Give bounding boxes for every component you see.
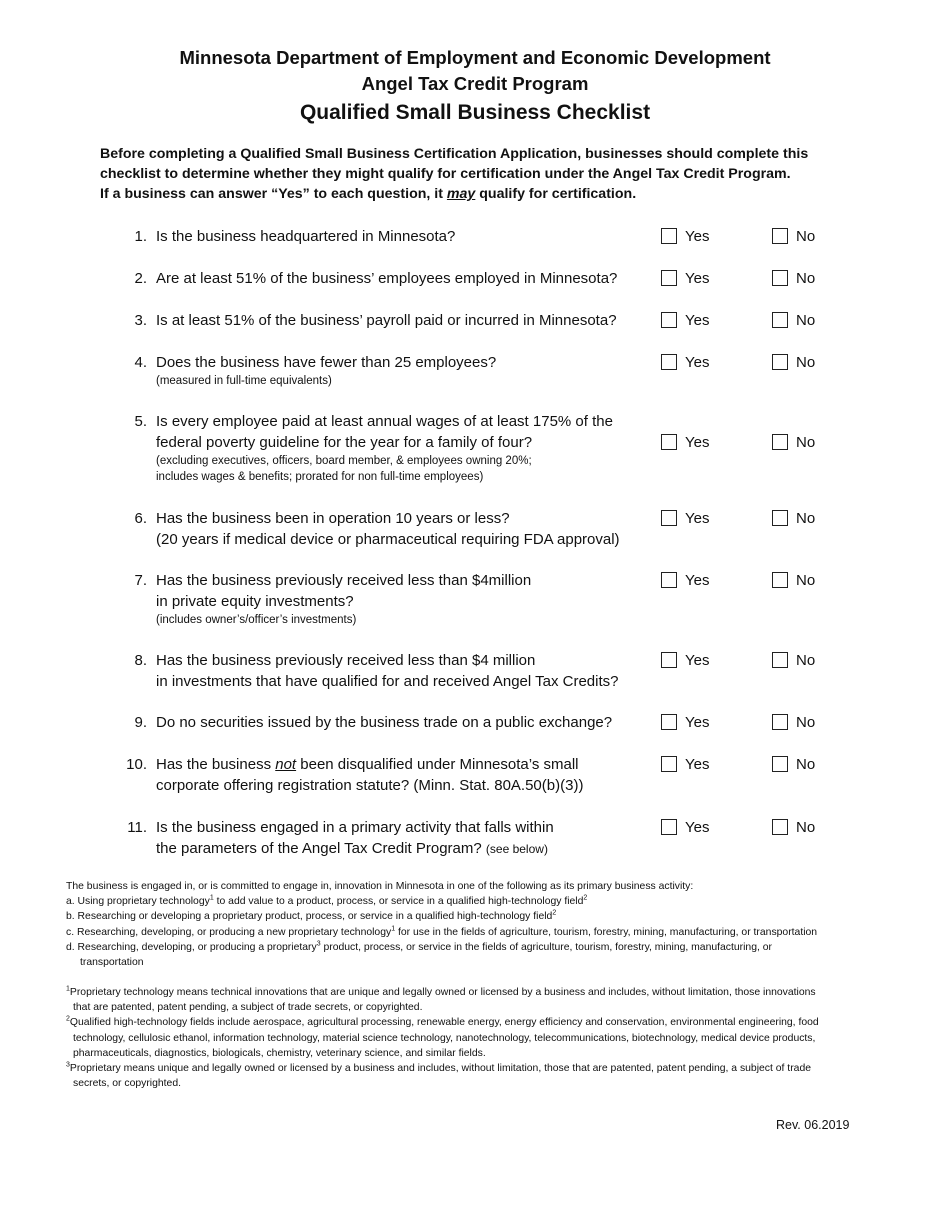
intro-text: qualify for certification.: [475, 186, 637, 202]
question-note: includes wages & benefits; prorated for non full-time employees): [156, 471, 484, 483]
checkbox-box[interactable]: [772, 228, 788, 244]
no-label: No: [796, 434, 816, 451]
question-text-part: the parameters of the Angel Tax Credit Program?: [156, 840, 482, 857]
question-note: (measured in full-time equivalents): [156, 375, 332, 387]
yes-label: Yes: [685, 434, 710, 451]
footnote-marker: 3: [66, 1061, 70, 1069]
no-label: No: [796, 819, 816, 836]
question-number: 8.: [134, 652, 147, 669]
question-line: Are at least 51% of the business’ employees employed in Minnesota?: [156, 270, 618, 287]
question-line: Is at least 51% of the business’ payroll paid or incurred in Minnesota?: [156, 312, 617, 329]
question-text: [156, 310, 656, 331]
question-text: [156, 570, 656, 628]
footnote-2: [66, 1015, 916, 1030]
checkbox-box[interactable]: [661, 270, 677, 286]
checkbox-box[interactable]: [772, 819, 788, 835]
question-line: [156, 838, 656, 860]
footnote-ref: 3: [316, 940, 321, 948]
checkbox-box[interactable]: [772, 756, 788, 772]
checkbox-box[interactable]: [661, 819, 677, 835]
question-text: [156, 352, 656, 389]
no-label: No: [796, 510, 816, 527]
question-number: 7.: [134, 572, 147, 589]
question-note: (excluding executives, officers, board member, & employees owning 20%;: [156, 455, 532, 467]
intro-emphasis: may: [446, 186, 476, 202]
question-number: 5.: [134, 413, 147, 430]
intro-paragraph: [100, 144, 860, 204]
yes-label: Yes: [685, 714, 710, 731]
question-text: [156, 411, 656, 485]
footnote-text: Proprietary means unique and legally owned or licensed by a business and includes, without limitation, those that are patented, patent pending, a subject of trade: [69, 1063, 811, 1075]
question-note: (includes owner’s/officer’s investments): [156, 614, 357, 626]
intro-line-3: [100, 184, 860, 204]
no-label: No: [796, 270, 816, 287]
department-title: Minnesota Department of Employment and Economic Development: [179, 47, 771, 68]
activity-item-a: [66, 894, 916, 909]
question-line: Has the business been in operation 10 years or less?: [156, 510, 510, 527]
checkbox-box[interactable]: [661, 572, 677, 588]
checkbox-box[interactable]: [661, 312, 677, 328]
yes-label: Yes: [685, 270, 710, 287]
checkbox-box[interactable]: [661, 434, 677, 450]
checkbox-box[interactable]: [661, 652, 677, 668]
question-line: Is the business engaged in a primary activity that falls within: [156, 819, 554, 836]
checkbox-box[interactable]: [772, 510, 788, 526]
no-label: No: [796, 312, 816, 329]
no-label: No: [796, 714, 816, 731]
yes-label: Yes: [685, 819, 710, 836]
activity-intro: The business is engaged in, or is committed to engage in, innovation in Minnesota in one of the following as its primary business activity:: [66, 881, 694, 892]
question-number: 4.: [134, 354, 147, 371]
question-number: 1.: [134, 228, 147, 245]
no-label: No: [796, 228, 816, 245]
footnote-3: [66, 1061, 916, 1076]
footnote-marker: 1: [66, 985, 70, 993]
activity-text: d. Researching, developing, or producing a proprietary: [66, 941, 317, 953]
checkbox-box[interactable]: [772, 354, 788, 370]
footnote-text: Proprietary technology means technical innovations that are unique and legally owned or licensed by a business and includes, without limitation, those innovations: [69, 987, 816, 998]
footnote-2-continued: pharmaceuticals, diagnostics, biologicals, chemistry, veterinary science, and similar fields.: [73, 1047, 486, 1059]
footnote-ref: 2: [552, 909, 557, 917]
question-line: Has the business previously received less than $4million: [156, 572, 532, 589]
footnotes: [66, 985, 916, 1091]
question-text: [156, 817, 656, 860]
question-line: corporate offering registration statute? (Minn. Stat. 80A.50(b)(3)): [156, 777, 584, 794]
page-title: Qualified Small Business Checklist: [299, 101, 651, 124]
question-text-part: Has the business: [156, 756, 276, 773]
activity-text: c. Researching, developing, or producing a new proprietary technology: [66, 926, 392, 938]
question-text: [156, 268, 656, 289]
no-label: No: [796, 756, 816, 773]
yes-label: Yes: [685, 572, 710, 589]
program-title: Angel Tax Credit Program: [361, 73, 589, 94]
intro-line-2: checklist to determine whether they might qualify for certification under the Angel Tax Credit Program.: [100, 166, 791, 182]
activity-text: for use in the fields of agriculture, tourism, forestry, mining, manufacturing, or transportation: [395, 926, 818, 938]
checkbox-box[interactable]: [661, 714, 677, 730]
question-line: in investments that have qualified for and received Angel Tax Credits?: [156, 673, 619, 690]
yes-label: Yes: [685, 652, 710, 669]
footnote-ref: 2: [583, 894, 588, 902]
question-line: Does the business have fewer than 25 employees?: [156, 354, 497, 371]
checkbox-box[interactable]: [661, 510, 677, 526]
footnote-1-continued: that are patented, patent pending, a subject of trade secrets, or copyrighted.: [73, 1002, 423, 1014]
footnote-1: [66, 985, 916, 1000]
footnote-2-continued: technology, cellulosic ethanol, information technology, material science technology, nanotechnology, telecommunications, biotechnology, medical device products,: [73, 1032, 816, 1044]
question-text: [156, 226, 656, 247]
checkbox-box[interactable]: [661, 354, 677, 370]
question-line: in private equity investments?: [156, 593, 354, 610]
question-text: [156, 650, 656, 692]
footnote-3-continued: secrets, or copyrighted.: [73, 1078, 181, 1090]
question-line: Do no securities issued by the business trade on a public exchange?: [156, 714, 613, 731]
no-label: No: [796, 354, 816, 371]
question-number: 3.: [134, 312, 147, 329]
yes-label: Yes: [685, 756, 710, 773]
activity-text: b. Researching or developing a proprietary product, process, or service in a qualified high-technology field: [66, 911, 553, 923]
question-number: 9.: [134, 714, 147, 731]
checkbox-box[interactable]: [772, 434, 788, 450]
question-line: Is every employee paid at least annual wages of at least 175% of the: [156, 413, 613, 430]
checkbox-box[interactable]: [661, 228, 677, 244]
question-text: [156, 712, 656, 733]
question-line: Is the business headquartered in Minnesota?: [156, 228, 456, 245]
no-label: No: [796, 652, 816, 669]
question-number: 6.: [134, 510, 147, 527]
footnote-ref: 1: [209, 894, 214, 902]
question-line: (20 years if medical device or pharmaceutical requiring FDA approval): [156, 531, 620, 548]
yes-label: Yes: [685, 354, 710, 371]
activity-text: product, process, or service in the fields of agriculture, tourism, forestry, mining, manufacturing, or: [320, 941, 773, 953]
checkbox-box[interactable]: [772, 572, 788, 588]
question-number: 10.: [126, 756, 147, 773]
primary-activity-section: [66, 879, 916, 970]
footnote-ref: 1: [391, 925, 396, 933]
question-text-part: been disqualified under Minnesota’s small: [296, 756, 579, 773]
activity-item-d-continued: transportation: [80, 957, 144, 969]
activity-item-b: [66, 909, 916, 924]
yes-label: Yes: [685, 228, 710, 245]
checkbox-box[interactable]: [772, 312, 788, 328]
yes-label: Yes: [685, 510, 710, 527]
question-line: [156, 754, 656, 775]
question-line: Has the business previously received less than $4 million: [156, 652, 536, 669]
yes-label: Yes: [685, 312, 710, 329]
question-line: federal poverty guideline for the year for a family of four?: [156, 434, 533, 451]
activity-item-d: [66, 940, 916, 955]
footnote-text: Qualified high-technology fields include aerospace, agricultural processing, renewable energy, energy efficiency and conservation, environmental engineering, food: [69, 1017, 819, 1029]
activity-item-c: [66, 925, 916, 940]
checkbox-box[interactable]: [772, 714, 788, 730]
no-label: No: [796, 572, 816, 589]
activity-text: a. Using proprietary technology: [66, 896, 210, 908]
intro-line-1: Before completing a Qualified Small Business Certification Application, businesses should complete this: [100, 146, 809, 162]
intro-text: If a business can answer “Yes” to each question, it: [100, 186, 447, 202]
checkbox-box[interactable]: [772, 270, 788, 286]
footnote-marker: 2: [66, 1015, 70, 1023]
question-number: 2.: [134, 270, 147, 287]
question-emphasis: not: [275, 756, 297, 773]
question-note: (see below): [485, 842, 548, 856]
checkbox-box[interactable]: [661, 756, 677, 772]
question-number: 11.: [127, 819, 147, 836]
activity-text: to add value to a product, process, or service in a qualified high-technology field: [213, 896, 584, 908]
revision-label: Rev. 06.2019: [776, 1118, 850, 1132]
question-text: [156, 508, 656, 550]
question-text: [156, 754, 656, 796]
checkbox-box[interactable]: [772, 652, 788, 668]
